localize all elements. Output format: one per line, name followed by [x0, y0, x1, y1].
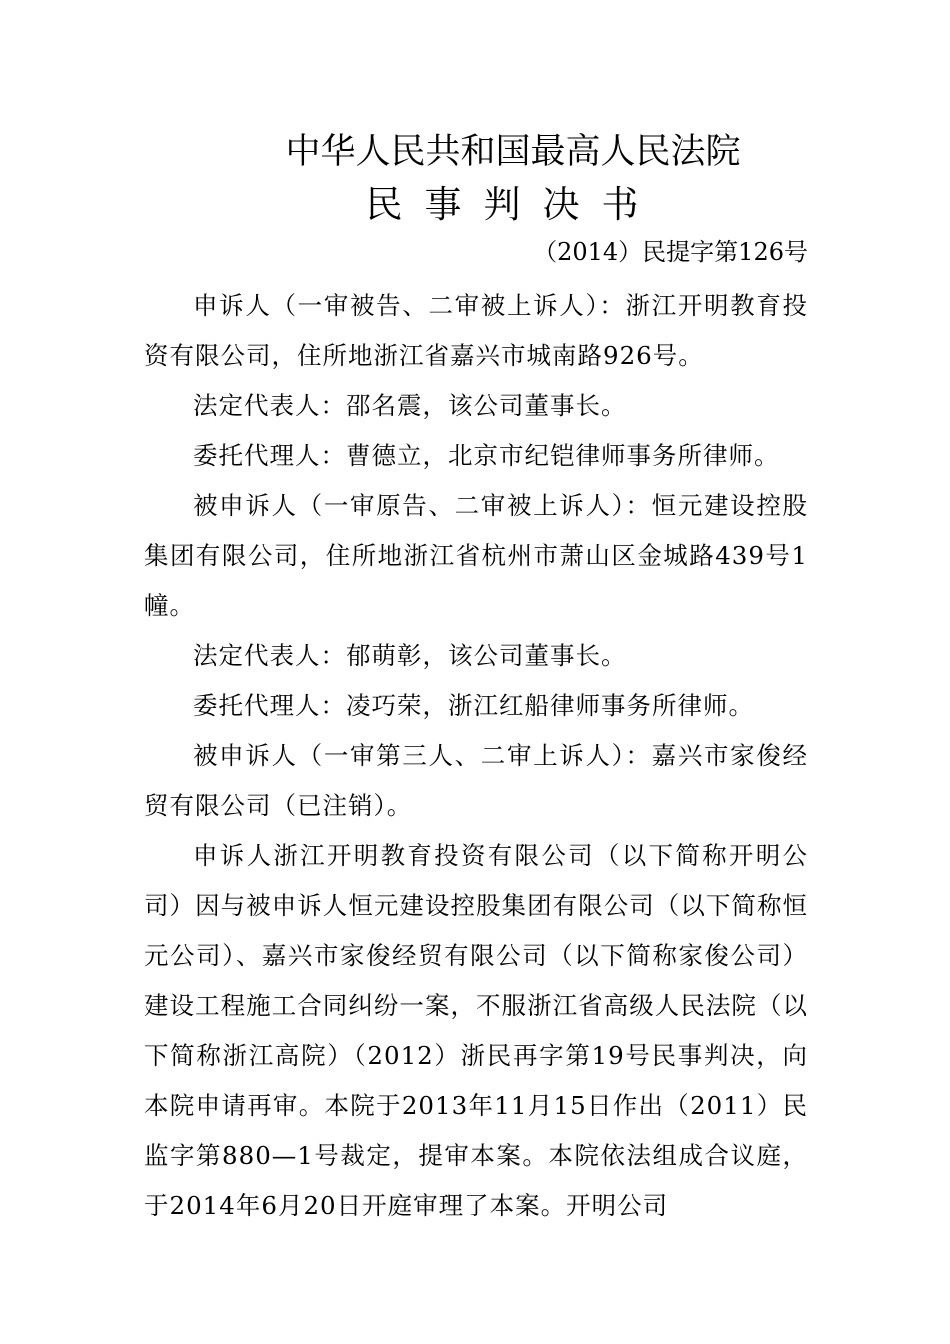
judgment-body	[144, 281, 808, 1231]
court-name-title: 中华人民共和国最高人民法院	[285, 132, 741, 172]
case-background-paragraph: 申诉人浙江开明教育投资有限公司（以下简称开明公司）因与被申诉人恒元建设控股集团有限公司（以下简称恒元公司）、嘉兴市家俊经贸有限公司（以下简称家俊公司）建设工程施工合同纠纷一案，不服浙江省高级人民法院（以下简称浙江高院）（2012）浙民再字第19号民事判决，向本院申请再审。本院于2013年11月15日作出（2011）民监字第880—1号裁定，提审本案。本院依法组成合议庭，于2014年6月20日开庭审理了本案。开明公司	[144, 841, 808, 1220]
respondent-agent: 委托代理人：凌巧荣，浙江红船律师事务所律师。	[193, 691, 754, 720]
respondent-paragraph: 被申诉人（一审原告、二审被上诉人）：恒元建设控股集团有限公司，住所地浙江省杭州市萧山区金城路439号1幢。	[144, 491, 808, 620]
respondent-legal-representative: 法定代表人：郁萌彰，该公司董事长。	[193, 641, 627, 670]
appellant-agent: 委托代理人：曹德立，北京市纪铠律师事务所律师。	[193, 441, 780, 470]
appellant-paragraph: 申诉人（一审被告、二审被上诉人）：浙江开明教育投资有限公司，住所地浙江省嘉兴市城南路926号。	[144, 291, 808, 370]
case-number: （2014）民提字第126号	[533, 238, 808, 266]
third-party-respondent-paragraph: 被申诉人（一审第三人、二审上诉人）：嘉兴市家俊经贸有限公司（已注销）。	[144, 741, 808, 820]
document-type-title: 民事判决书	[365, 183, 661, 226]
appellant-legal-representative: 法定代表人：邵名震，该公司董事长。	[193, 391, 627, 420]
